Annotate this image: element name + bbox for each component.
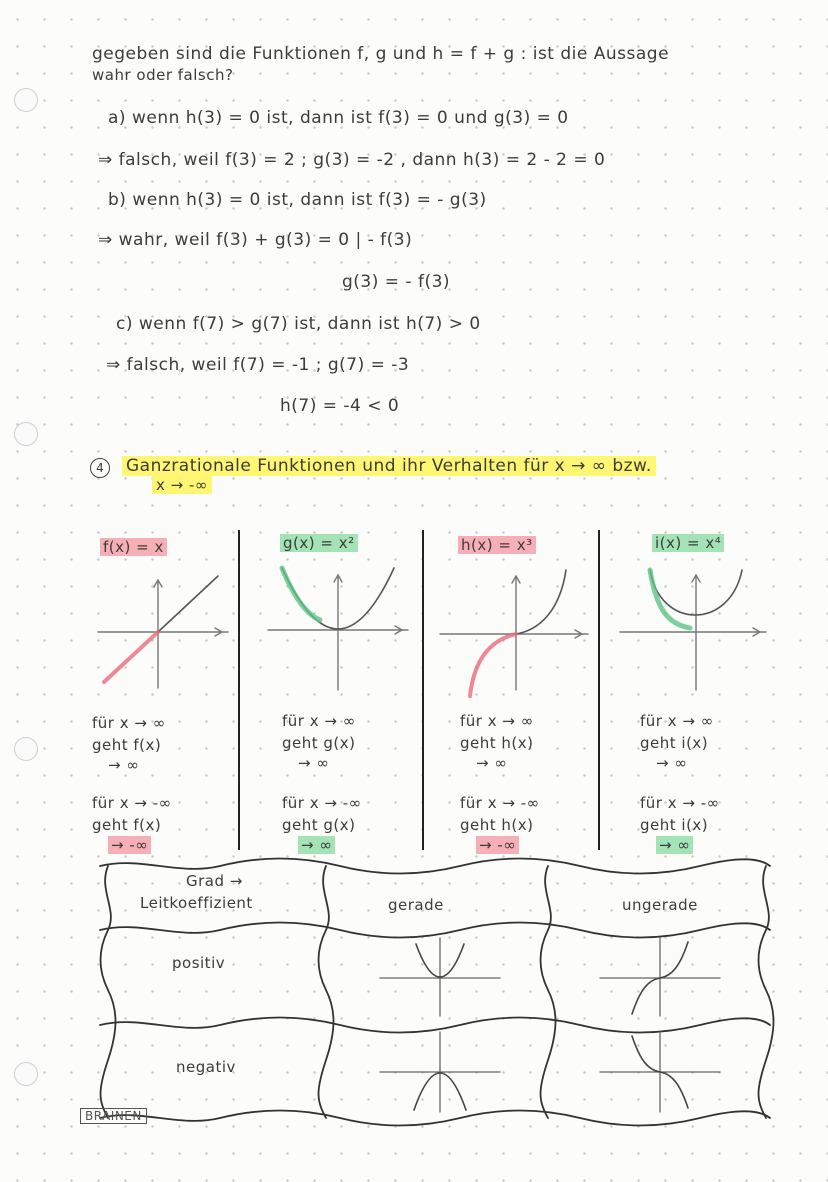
limit-g-neg-2: geht g(x) <box>282 816 356 834</box>
sketch-odd-negative <box>600 1032 720 1112</box>
exercise-b-question: b) wenn h(3) = 0 ist, dann ist f(3) = - g(3) <box>108 190 487 210</box>
exercise-b-answer-2: g(3) = - f(3) <box>342 272 451 292</box>
function-f-text: f(x) = x <box>100 538 167 556</box>
limit-i-neg-value: → ∞ <box>656 836 693 854</box>
limit-i-pos-1: für x → ∞ <box>640 712 714 730</box>
function-h-text: h(x) = x³ <box>458 536 536 554</box>
limit-g-neg-value: → ∞ <box>298 836 335 854</box>
limit-i-neg-1: für x → -∞ <box>640 794 720 812</box>
table-header-grad: Grad → <box>186 872 243 890</box>
sketch-even-positive <box>380 938 500 1016</box>
limit-g-neg-1: für x → -∞ <box>282 794 362 812</box>
limit-f-pos-1: für x → ∞ <box>92 714 166 732</box>
brand-logo: BRAINEN <box>80 1108 147 1124</box>
limit-h-pos-3: → ∞ <box>476 754 508 772</box>
limit-i-pos-2: geht i(x) <box>640 734 709 752</box>
table-header-leitkoeffizient: Leitkoeffizient <box>140 894 253 912</box>
table-col-odd: ungerade <box>622 896 698 914</box>
limit-f-neg-2: geht f(x) <box>92 816 162 834</box>
limit-f-neg-value: → -∞ <box>108 836 151 854</box>
limit-i-pos-3: → ∞ <box>656 754 688 772</box>
section-number-badge: 4 <box>90 458 110 478</box>
exercise-c-answer: ⇒ falsch, weil f(7) = -1 ; g(7) = -3 <box>106 355 410 375</box>
table-col-even: gerade <box>388 896 444 914</box>
section-title-2-text: x → -∞ <box>152 476 212 494</box>
sketch-odd-positive <box>600 938 720 1016</box>
graph-g-quadratic <box>268 568 408 690</box>
intro-line-1: gegeben sind die Funktionen f, g und h = f + g : ist die Aussage <box>92 44 670 64</box>
graph-i-quartic <box>620 570 766 690</box>
limit-h-pos-2: geht h(x) <box>460 734 534 752</box>
exercise-c-question: c) wenn f(7) > g(7) ist, dann ist h(7) > 0 <box>116 314 481 334</box>
intro-line-2: wahr oder falsch? <box>92 66 234 84</box>
limit-g-pos-2: geht g(x) <box>282 734 356 752</box>
graph-f-linear <box>98 576 228 688</box>
limit-h-neg-1: für x → -∞ <box>460 794 540 812</box>
table-row-positive: positiv <box>172 954 226 972</box>
limit-g-pos-1: für x → ∞ <box>282 712 356 730</box>
graph-h-cubic <box>440 570 588 696</box>
exercise-c-answer-2: h(7) = -4 < 0 <box>280 396 400 416</box>
exercise-b-answer: ⇒ wahr, weil f(3) + g(3) = 0 | - f(3) <box>98 230 413 250</box>
limit-h-neg-2: geht h(x) <box>460 816 534 834</box>
limit-h-pos-1: für x → ∞ <box>460 712 534 730</box>
exercise-a-question: a) wenn h(3) = 0 ist, dann ist f(3) = 0 und g(3) = 0 <box>108 108 569 128</box>
limit-f-pos-2: geht f(x) <box>92 736 162 754</box>
limit-h-neg-value: → -∞ <box>476 836 519 854</box>
limit-f-pos-3: → ∞ <box>108 756 140 774</box>
limit-i-neg-2: geht i(x) <box>640 816 709 834</box>
table-row-negative: negativ <box>176 1058 236 1076</box>
section-title-text: Ganzrationale Funktionen und ihr Verhalten für x → ∞ bzw. <box>122 456 656 476</box>
function-g-text: g(x) = x² <box>280 534 358 552</box>
function-i-text: i(x) = x⁴ <box>652 534 724 552</box>
sketch-even-negative <box>380 1032 500 1112</box>
exercise-a-answer: ⇒ falsch, weil f(3) = 2 ; g(3) = -2 , dann h(3) = 2 - 2 = 0 <box>98 150 606 170</box>
limit-g-pos-3: → ∞ <box>298 754 330 772</box>
limit-f-neg-1: für x → -∞ <box>92 794 172 812</box>
